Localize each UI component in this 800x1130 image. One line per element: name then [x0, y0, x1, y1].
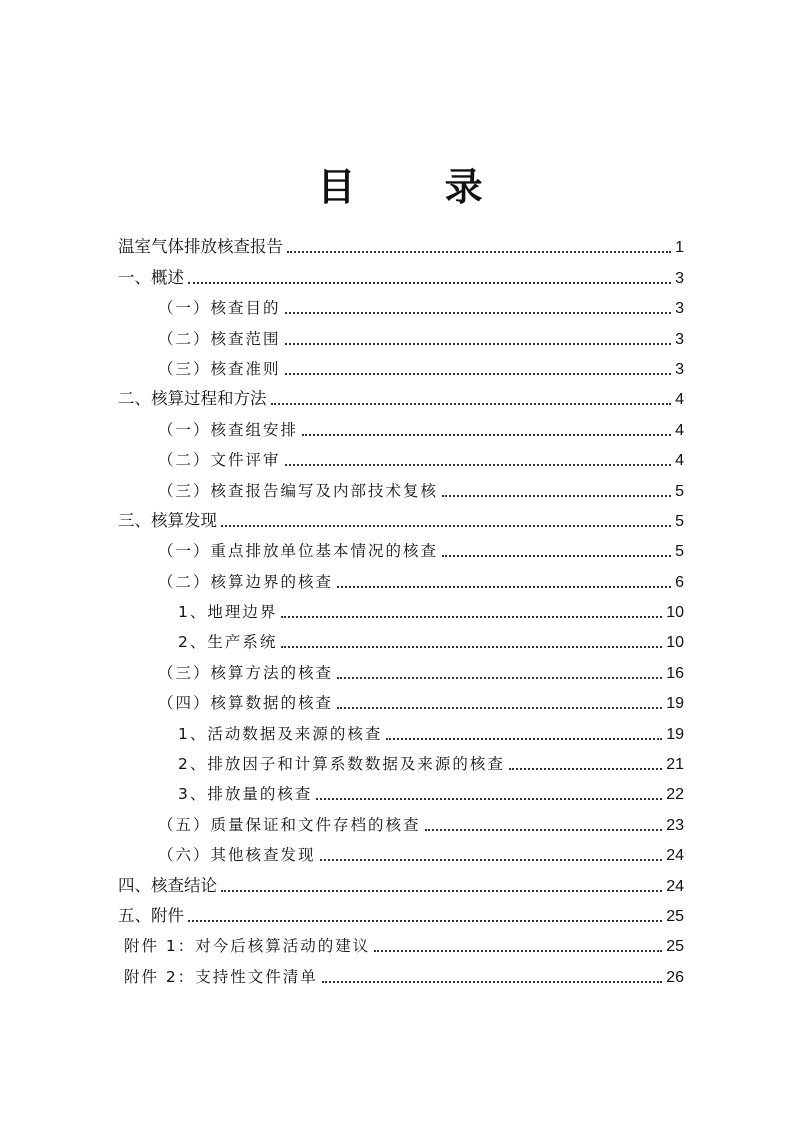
toc-entry-page-number: 22 [666, 786, 684, 804]
toc-entry-page-number: 19 [666, 695, 684, 713]
toc-dot-leader [509, 768, 662, 770]
toc-entry[interactable] [118, 713, 684, 743]
toc-entry-label: 四、核查结论 [118, 875, 217, 895]
toc-entry[interactable] [118, 956, 684, 986]
toc-dot-leader [322, 981, 662, 983]
toc-dot-leader [285, 373, 672, 375]
toc-entry-page-number: 25 [666, 938, 684, 956]
toc-dot-leader [302, 434, 671, 436]
toc-entry-page-number: 3 [675, 300, 684, 318]
toc-dot-leader [287, 251, 671, 253]
toc-entry-label: （一）重点排放单位基本情况的核查 [158, 542, 439, 561]
toc-entry-page-number: 10 [666, 634, 684, 652]
toc-entry[interactable] [118, 531, 684, 561]
toc-entry-label: （三）核查准则 [158, 359, 281, 378]
toc-entry[interactable] [118, 835, 684, 865]
toc-entry[interactable] [118, 318, 684, 348]
toc-entry[interactable] [118, 804, 684, 834]
toc-entry-label: 一、概述 [118, 267, 184, 287]
toc-entry[interactable] [118, 683, 684, 713]
toc-entry[interactable] [118, 349, 684, 379]
toc-dot-leader [386, 738, 662, 740]
toc-dot-leader [281, 646, 662, 648]
toc-entry-label: （四）核算数据的核查 [158, 694, 334, 713]
toc-dot-leader [221, 525, 671, 527]
toc-entry[interactable] [118, 774, 684, 804]
toc-entry[interactable] [118, 470, 684, 500]
toc-entry[interactable] [118, 501, 684, 531]
toc-entry[interactable] [118, 288, 684, 318]
toc-entry[interactable] [118, 865, 684, 895]
toc-entry-page-number: 3 [675, 269, 684, 287]
toc-entry-page-number: 5 [675, 512, 684, 530]
toc-entry[interactable] [118, 744, 684, 774]
toc-entry-page-number: 5 [675, 543, 684, 561]
toc-dot-leader [271, 403, 672, 405]
toc-entry-page-number: 26 [666, 968, 684, 986]
toc-entry-label: （五）质量保证和文件存档的核查 [158, 815, 421, 834]
toc-entry-page-number: 24 [666, 877, 684, 895]
toc-entry[interactable] [118, 896, 684, 926]
toc-entry-label: 附件 1：对今后核算活动的建议 [124, 937, 371, 956]
table-of-contents [118, 227, 684, 987]
toc-entry-label: （二）核算边界的核查 [158, 572, 334, 591]
toc-entry[interactable] [118, 440, 684, 470]
toc-entry-label: （三）核查报告编写及内部技术复核 [158, 481, 439, 500]
toc-dot-leader [442, 555, 671, 557]
toc-entry[interactable] [118, 622, 684, 652]
toc-dot-leader [337, 586, 671, 588]
toc-entry-label: （一）核查组安排 [158, 420, 299, 439]
toc-entry-label: 三、核算发现 [118, 510, 217, 530]
toc-entry[interactable] [118, 561, 684, 591]
toc-entry-label: 3、排放量的核查 [178, 785, 313, 804]
toc-entry[interactable] [118, 652, 684, 682]
toc-dot-leader [316, 798, 662, 800]
toc-entry-label: （三）核算方法的核查 [158, 663, 334, 682]
toc-entry-page-number: 3 [675, 330, 684, 348]
toc-entry-label: 1、活动数据及来源的核查 [178, 724, 383, 743]
toc-entry-page-number: 16 [666, 664, 684, 682]
toc-entry-page-number: 21 [666, 756, 684, 774]
toc-entry-page-number: 24 [666, 847, 684, 865]
toc-dot-leader [221, 890, 662, 892]
toc-entry-label: 二、核算过程和方法 [118, 389, 267, 409]
toc-entry[interactable] [118, 257, 684, 287]
toc-entry-page-number: 6 [675, 573, 684, 591]
toc-entry-page-number: 3 [675, 360, 684, 378]
toc-dot-leader [188, 920, 662, 922]
toc-entry-label: 温室气体排放核查报告 [118, 237, 283, 257]
toc-entry[interactable] [118, 379, 684, 409]
toc-entry-page-number: 5 [675, 482, 684, 500]
toc-entry-page-number: 4 [675, 452, 684, 470]
toc-dot-leader [442, 495, 671, 497]
toc-entry-label: 2、排放因子和计算系数数据及来源的核查 [178, 755, 505, 774]
toc-entry[interactable] [118, 409, 684, 439]
toc-dot-leader [188, 282, 671, 284]
toc-dot-leader [285, 312, 672, 314]
toc-dot-leader [425, 829, 663, 831]
page-title: 目 录 [317, 164, 521, 209]
toc-entry-page-number: 4 [675, 391, 684, 409]
toc-entry-label: 1、地理边界 [178, 603, 278, 622]
toc-dot-leader [374, 950, 662, 952]
toc-entry-label: 2、生产系统 [178, 633, 278, 652]
toc-entry-page-number: 10 [666, 604, 684, 622]
toc-dot-leader [281, 616, 662, 618]
toc-entry-page-number: 25 [666, 907, 684, 925]
toc-entry[interactable] [118, 926, 684, 956]
toc-dot-leader [337, 677, 662, 679]
toc-entry-page-number: 23 [666, 816, 684, 834]
toc-entry[interactable] [118, 592, 684, 622]
toc-entry-label: （六）其他核查发现 [158, 846, 316, 865]
toc-entry-page-number: 4 [675, 421, 684, 439]
toc-entry-label: 附件 2：支持性文件清单 [124, 967, 318, 986]
toc-dot-leader [337, 707, 662, 709]
toc-entry-page-number: 1 [675, 239, 684, 257]
toc-entry-page-number: 19 [666, 725, 684, 743]
toc-entry-label: 五、附件 [118, 905, 184, 925]
toc-dot-leader [285, 464, 672, 466]
toc-dot-leader [285, 343, 672, 345]
toc-dot-leader [320, 859, 663, 861]
toc-entry-label: （一）核查目的 [158, 299, 281, 318]
toc-entry-label: （二）核查范围 [158, 329, 281, 348]
toc-entry-label: （二）文件评审 [158, 451, 281, 470]
toc-entry[interactable] [118, 227, 684, 257]
